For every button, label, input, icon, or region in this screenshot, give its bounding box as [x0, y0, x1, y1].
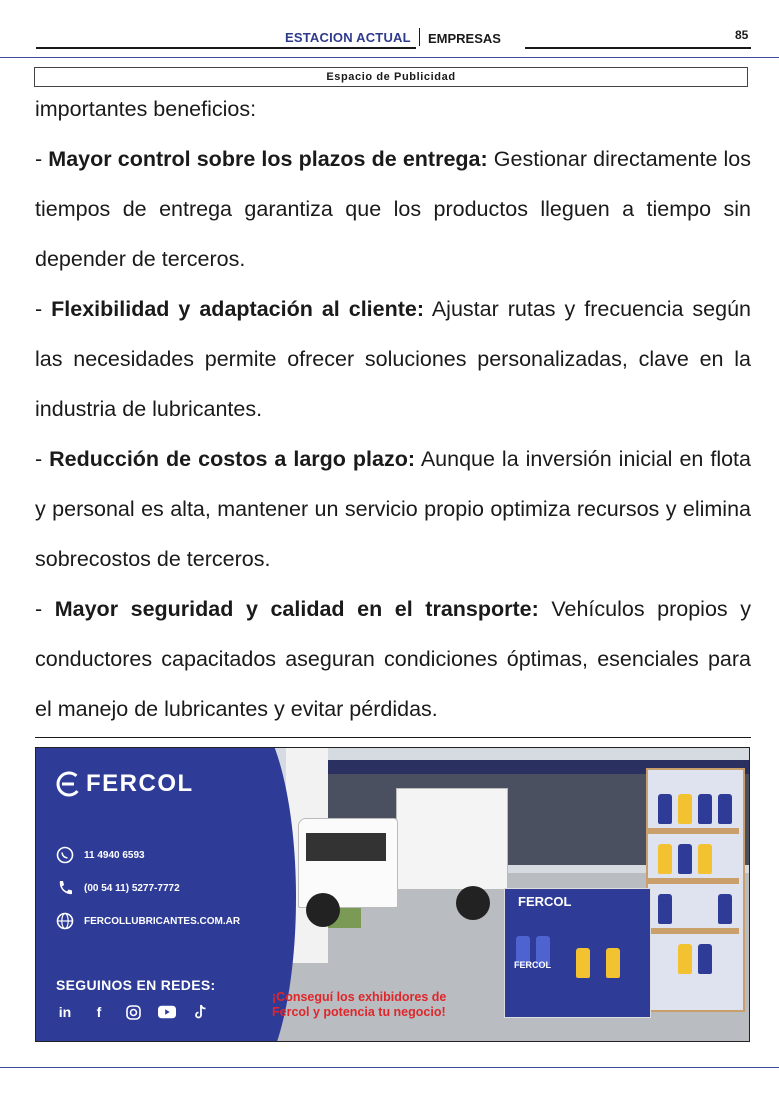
social-links: [56, 1003, 210, 1021]
benefit-paragraph-1: [35, 134, 751, 284]
oil-bottle: [678, 794, 692, 824]
phone-contact[interactable]: [56, 879, 180, 897]
oil-bottle: [698, 944, 712, 974]
oil-bottle: [658, 894, 672, 924]
benefit-title: Mayor control sobre los plazos de entrega:: [48, 147, 488, 171]
truck-wheel: [306, 893, 340, 927]
ad-space-label: Espacio de Publicidad: [34, 67, 748, 87]
subsection-title: EMPRESAS: [428, 31, 501, 46]
truck-cargo-box: [396, 788, 508, 890]
section-title: ESTACION ACTUAL: [285, 30, 411, 45]
benefit-text: Gestionar directamente los tiempos de entrega garantiza que los productos lleguen a tiempo sin depender de terceros.: [35, 147, 752, 271]
bullet-dash: -: [35, 447, 50, 471]
oil-bottle: [658, 844, 672, 874]
page-number: 85: [735, 28, 749, 42]
whatsapp-contact[interactable]: [56, 846, 145, 864]
promo-line-2: Fercol y potencia tu negocio!: [272, 1005, 446, 1019]
benefit-title: Reducción de costos a largo plazo:: [49, 447, 416, 471]
promo-line-1: ¡Conseguí los exhibidores de: [272, 990, 447, 1004]
fercol-logo: [56, 770, 194, 798]
oil-bottle: [718, 894, 732, 924]
truck-windshield: [306, 833, 386, 861]
globe-icon: [56, 912, 74, 930]
display-brand-tag: FERCOL: [514, 960, 551, 970]
oil-bottle: [678, 844, 692, 874]
benefit-title: Flexibilidad y adaptación al cliente:: [51, 297, 425, 321]
benefit-text: Aunque la inversión inicial en flota y personal es alta, mantener un servicio propio optimiza recursos y elimina sobrecostos de terceros.: [35, 447, 751, 571]
benefit-paragraph-4: [35, 584, 751, 734]
header-separator: [419, 28, 420, 46]
phone-icon: [56, 879, 74, 897]
top-border-rule: [0, 57, 779, 58]
header-rule-right: [525, 47, 751, 49]
benefit-title: Mayor seguridad y calidad en el transporte:: [54, 597, 539, 621]
rack-shelf: [648, 928, 739, 934]
social-title: SEGUINOS EN REDES:: [56, 977, 216, 993]
bullet-dash: -: [35, 147, 49, 171]
fercol-advertisement[interactable]: [35, 747, 750, 1042]
phone-number: (00 54 11) 5277-7772: [84, 882, 180, 894]
oil-bottle: [718, 794, 732, 824]
page-header: [0, 28, 779, 52]
fercol-logo-icon: [56, 771, 82, 797]
oil-bottle: [698, 794, 712, 824]
linkedin-icon[interactable]: in: [58, 1004, 72, 1020]
bullet-dash: -: [35, 597, 55, 621]
display-brand-tag: FERCOL: [518, 894, 572, 909]
youtube-icon[interactable]: [158, 1003, 176, 1021]
brand-name: FERCOL: [86, 770, 194, 797]
instagram-icon[interactable]: [124, 1003, 142, 1021]
benefit-text: Vehículos propios y conductores capacitados aseguran condiciones óptimas, esenciales para el manejo de lubricantes y evitar pérdidas.: [35, 597, 751, 721]
promo-text: [272, 990, 446, 1020]
oil-bottle: [698, 844, 712, 874]
bullet-dash: -: [35, 297, 52, 321]
tiktok-icon[interactable]: [192, 1003, 210, 1021]
oil-bottle: [576, 948, 590, 978]
benefit-paragraph-3: [35, 434, 751, 584]
truck-cab: [298, 818, 398, 908]
website-url: FERCOLLUBRICANTES.COM.AR: [84, 915, 241, 927]
bottom-border-rule: [0, 1067, 779, 1068]
benefit-text: Ajustar rutas y frecuencia según las necesidades permite ofrecer soluciones personalizadas, clave en la industria de lubricantes.: [35, 297, 752, 421]
website-link[interactable]: [56, 912, 240, 930]
intro-paragraph: importantes beneficios:: [35, 97, 257, 121]
truck-wheel: [456, 886, 490, 920]
article-end-rule: [35, 737, 751, 738]
benefit-paragraph-2: [35, 284, 751, 434]
facebook-icon[interactable]: f: [96, 1004, 102, 1020]
oil-bottle: [606, 948, 620, 978]
oil-bottle: [678, 944, 692, 974]
whatsapp-number: 11 4940 6593: [84, 849, 145, 861]
oil-bottle: [658, 794, 672, 824]
rack-shelf: [648, 878, 739, 884]
rack-shelf: [648, 828, 739, 834]
whatsapp-icon: [56, 846, 74, 864]
header-rule-left: [36, 47, 416, 49]
